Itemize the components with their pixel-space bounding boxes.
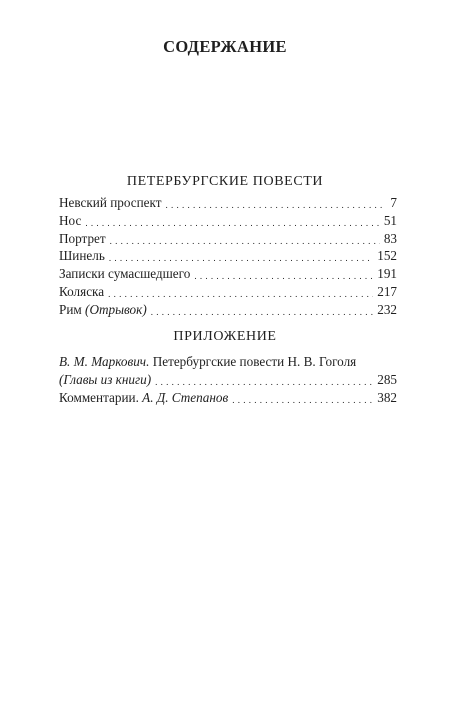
toc-entry-page: 152 [377,248,397,264]
toc-entry-author: А. Д. Степанов [142,389,229,405]
toc-entry-title-plain: Комментарии. [59,389,143,405]
dot-leader [166,195,387,209]
toc-entry-title [59,389,228,407]
toc-entry-subtitle: (Главы из книги) [59,371,152,387]
toc-entry-title: Шинель [59,248,105,264]
toc-entry-title: Записки сумасшедшего [59,266,191,282]
dot-leader [194,266,373,280]
dot-leader [110,231,380,245]
dot-leader [109,248,373,262]
toc-list-petersburg-tales [59,194,397,319]
toc-entry-title: Портрет [59,230,106,246]
dot-leader [85,213,380,227]
toc-entry[interactable] [59,212,397,230]
toc-entry[interactable] [59,283,397,301]
toc-entry-author: В. М. Маркович. [59,354,150,369]
toc-entry-title-italic: (Отрывок) [85,301,147,317]
toc-entry-multiline[interactable] [59,353,397,389]
toc-entry-page: 382 [377,389,397,405]
toc-entry[interactable] [59,301,397,319]
toc-entry-page: 83 [383,230,397,246]
toc-entry-second-line [59,371,397,389]
dot-leader [232,390,373,404]
toc-entry[interactable] [59,389,397,407]
toc-entry-page: 217 [377,283,397,299]
toc-entry[interactable] [59,247,397,265]
section-heading-appendix: ПРИЛОЖЕНИЕ [173,329,277,344]
toc-entry-page: 191 [377,266,397,282]
toc-list-appendix [59,353,397,406]
toc-entry[interactable] [59,265,397,283]
toc-entry-title: Невский проспект [59,195,162,210]
toc-entry-title: Нос [59,212,82,228]
toc-entry-first-line [59,353,397,371]
toc-entry[interactable] [59,194,397,212]
toc-entry[interactable] [59,230,397,248]
section-heading-petersburg-tales: ПЕТЕРБУРГСКИЕ ПОВЕСТИ [126,174,324,189]
toc-entry-title: Петербургские повести Н. В. Гоголя [149,354,357,369]
toc-entry-page: 7 [390,195,397,210]
toc-entry-title [59,301,147,319]
toc-entry-page: 285 [377,371,397,387]
toc-entry-title-plain: Рим [59,301,82,317]
dot-leader [151,302,374,316]
toc-entry-page: 51 [383,212,397,228]
toc-entry-page: 232 [377,301,397,317]
page-title: СОДЕРЖАНИЕ [163,37,287,56]
dot-leader [155,372,373,386]
toc-entry-title: Коляска [59,283,105,299]
dot-leader [108,284,373,298]
